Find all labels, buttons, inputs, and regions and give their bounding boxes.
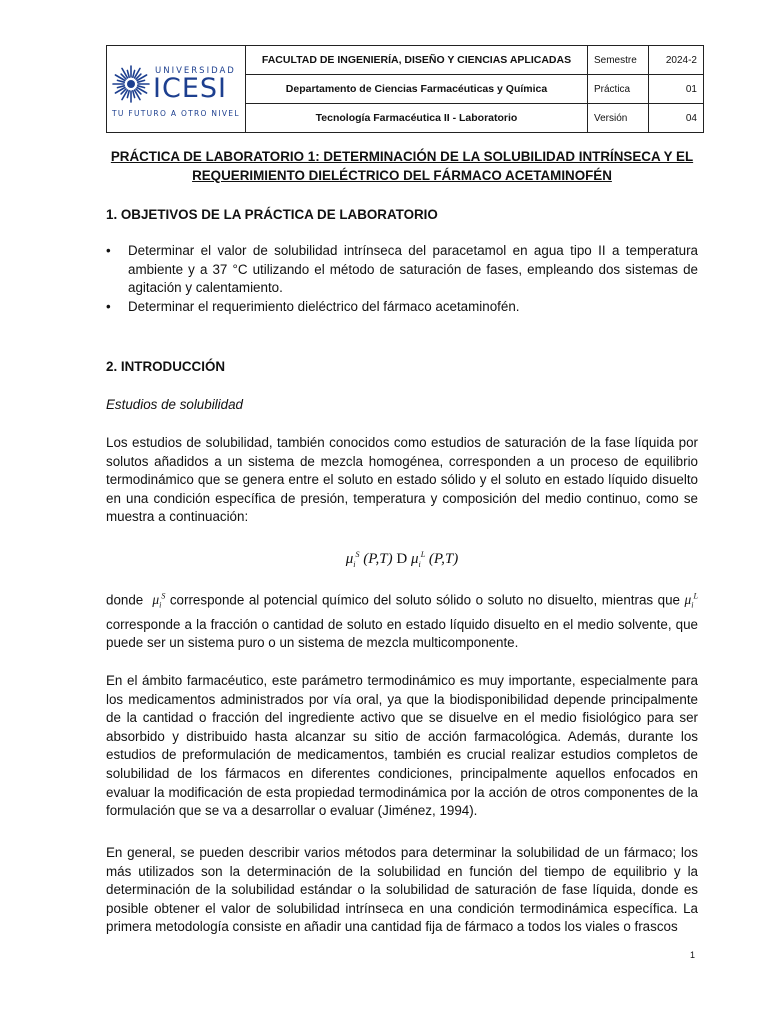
header-course: Tecnología Farmacéutica II - Laboratorio bbox=[246, 104, 588, 133]
header-faculty: FACULTAD DE INGENIERÍA, DISEÑO Y CIENCIAS APLICADAS bbox=[246, 46, 588, 75]
paragraph-pharmaceutical: En el ámbito farmacéutico, este parámetro termodinámico es muy importante, especialmente para los medicamentos administrados por vía oral, ya que la biodisponibilidad depende principalmente de la cantidad o fracción del ingrediente activo que se disuelve en el medio fisiológico para ser absorbido y distribuido hasta alcanzar su sitio de acción farmacológica. Además, durante los estudios de preformulación de medicamentos, también es crucial realizar estudios completos de solubilidad de los fármacos en diferentes condiciones, principalmente aquellos enfocados en evaluar la modificación de esta propiedad termodinámica por la acción de otros componentes de la formulación que se va a desarrollar o evaluar (Jiménez, 1994). bbox=[106, 673, 698, 819]
paragraph-intro: Los estudios de solubilidad, también conocidos como estudios de saturación de la fase líquida por solutos añadidos a un sistema de mezcla homogénea, corresponden a un proceso de equilibrio termodinámico que se genera entre el soluto en estado sólido y el soluto en estado líquido disuelto en una condición específica de presión, temperatura y composición del medio continuo, como se muestra a continuación: bbox=[106, 435, 698, 525]
objectives-list bbox=[106, 242, 698, 316]
mu-solid-symbol: $\mu_i^S$ bbox=[152, 592, 166, 611]
header-value-semester: 2024-2 bbox=[649, 46, 704, 75]
header-label-practice: Práctica bbox=[588, 75, 649, 104]
header-table bbox=[106, 45, 704, 133]
header-label-version: Versión bbox=[588, 104, 649, 133]
logo-university-text: UNIVERSIDAD bbox=[155, 66, 236, 76]
logo-cell bbox=[107, 46, 246, 133]
header-department: Departamento de Ciencias Farmacéuticas y Química bbox=[246, 75, 588, 104]
section-2-heading: 2. INTRODUCCIÓN bbox=[106, 359, 226, 374]
header-value-version: 04 bbox=[649, 104, 704, 133]
list-item: • Determinar el requerimiento dieléctrico del fármaco acetaminofén. bbox=[106, 298, 698, 317]
document-body bbox=[106, 148, 698, 935]
document-title-line-2: REQUERIMIENTO DIELÉCTRICO DEL FÁRMACO ACETAMINOFÉN bbox=[192, 167, 612, 183]
chemical-potential-equation: $\mu_i^S$ (P,T) D $\mu_i^L$ (P,T) bbox=[345, 550, 459, 569]
section-1-heading: 1. OBJETIVOS DE LA PRÁCTICA DE LABORATORIO bbox=[106, 207, 438, 222]
paragraph-methods: En general, se pueden describir varios métodos para determinar la solubilidad de un fármaco; los más utilizados son la determinación de la solubilidad en función del tiempo de equilibrio y la determinación de la solubilidad estándar o la solubilidad de saturación de fase líquida, donde es posible obtener el valor de solubilidad intrínseca en una condición termodinámica específica. La primera metodología consiste en añadir una cantidad fija de fármaco a todos los viales o frascos bbox=[106, 845, 698, 935]
document-title-line-1: PRÁCTICA DE LABORATORIO 1: DETERMINACIÓN DE LA SOLUBILIDAD INTRÍNSECA Y EL bbox=[110, 149, 694, 164]
mu-liquid-symbol: $\mu_i^L$ bbox=[684, 592, 698, 611]
header-value-practice: 01 bbox=[649, 75, 704, 104]
logo-tagline: TU FUTURO A OTRO NIVEL bbox=[112, 109, 240, 118]
paragraph-definitions: donde $\mu_i^S$ corresponde al potencial químico del soluto sólido o soluto no disuelto, mientras que $\mu_i^L$ corresponde a la fracción o cantidad de soluto en estado líquido disuelto en el medio solvente, que puede ser un sistema puro o un sistema de mezcla multicomponente. bbox=[106, 592, 698, 651]
subheading-solubility: Estudios de solubilidad bbox=[106, 397, 243, 412]
sunburst-emblem-icon bbox=[111, 64, 151, 104]
university-logo bbox=[107, 46, 245, 132]
header-label-semester: Semestre bbox=[588, 46, 649, 75]
page-number: 1 bbox=[690, 950, 696, 960]
logo-name-text: ICESI bbox=[153, 73, 227, 104]
list-item: • Determinar el valor de solubilidad intrínseca del paracetamol en agua tipo II a temperatura ambiente y a 37 °C utilizando el método de saturación de fases, empleando dos sistemas de agitación y calentamiento. bbox=[106, 242, 698, 298]
